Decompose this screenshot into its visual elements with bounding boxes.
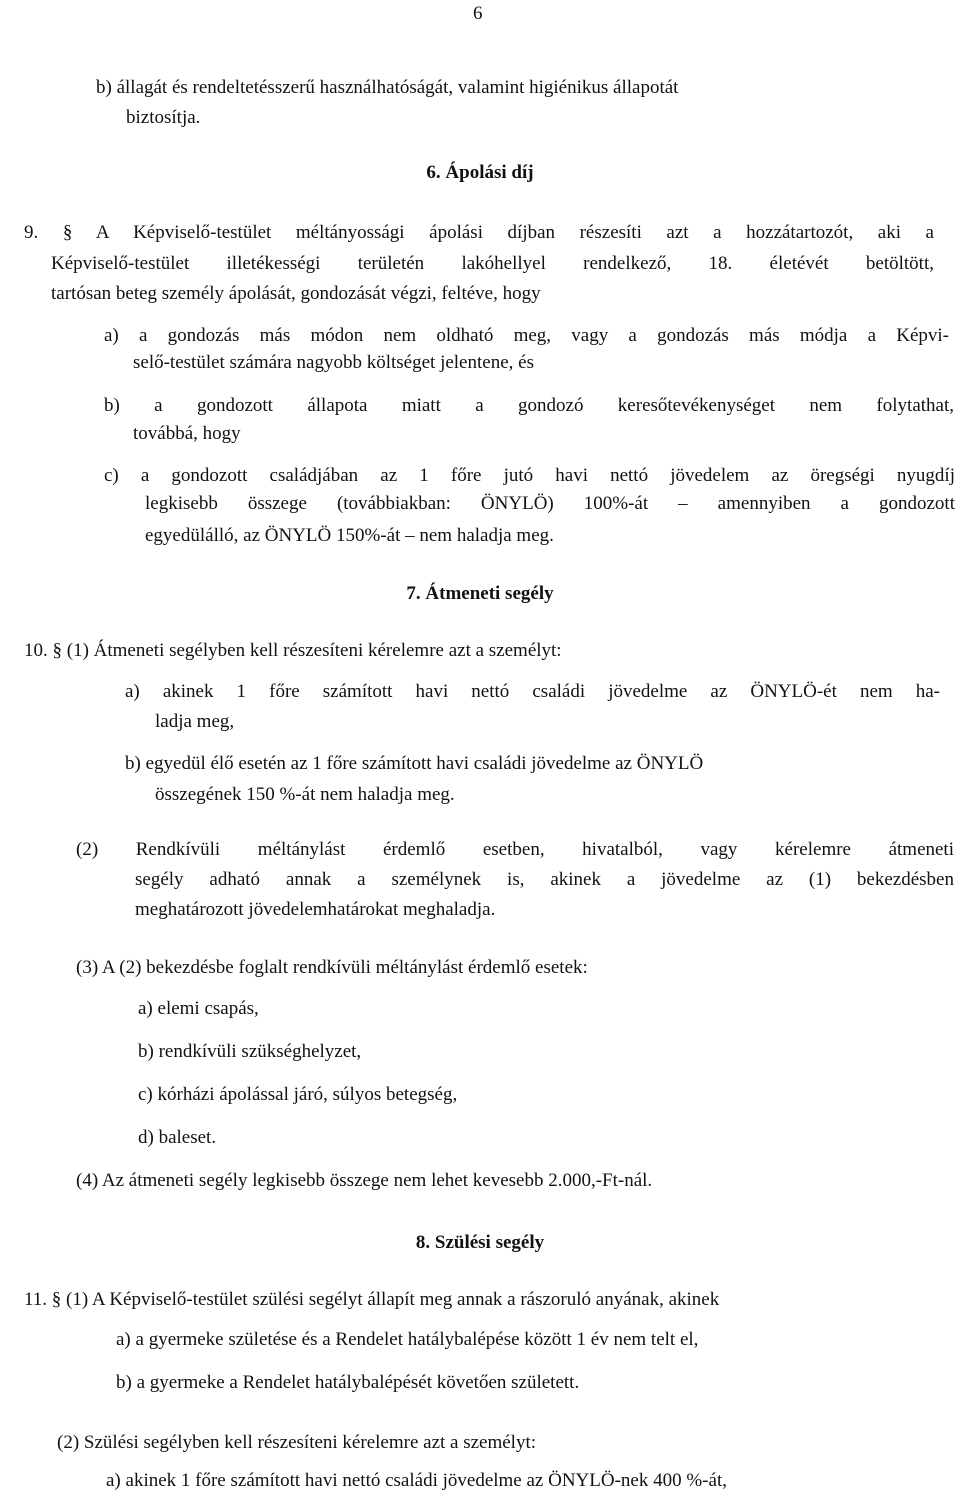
paragraph-11-2: (2) Szülési segélyben kell részesíteni kérelemre azt a személyt:: [57, 1432, 537, 1453]
list-item: c) kórházi ápolással járó, súlyos betegség,: [138, 1084, 458, 1105]
page-number: 6: [473, 3, 483, 24]
list-item: b) rendkívüli szükséghelyzet,: [138, 1041, 362, 1062]
section-heading-atmeneti-segely: 7. Átmeneti segély: [406, 583, 554, 604]
paragraph-10-1: 10. § (1) Átmeneti segélyben kell részesíteni kérelemre azt a személyt:: [24, 640, 562, 661]
section-heading-szulesi-segely: 8. Szülési segély: [415, 1232, 545, 1253]
list-item: a) elemi csapás,: [138, 998, 259, 1019]
paragraph-11-item-b: b) a gyermeke a Rendelet hatálybalépését követően született.: [116, 1372, 580, 1393]
paragraph-11-2-item-a: a) akinek 1 főre számított havi nettó családi jövedelme az ÖNYLÖ-nek 400 %-át,: [106, 1470, 727, 1491]
section-heading-apolasi-dij: 6. Ápolási díj: [426, 162, 534, 183]
list-item: d) baleset.: [138, 1127, 217, 1148]
paragraph-10-3: (3) A (2) bekezdésbe foglalt rendkívüli méltánylást érdemlő esetek:: [76, 957, 588, 978]
paragraph-11-1: 11. § (1) A Képviselő-testület szülési segélyt állapít meg annak a rászoruló anyának, akinek: [24, 1289, 720, 1310]
paragraph-11-item-a: a) a gyermeke születése és a Rendelet hatálybalépése között 1 év nem telt el,: [116, 1329, 699, 1350]
paragraph-10-4: (4) Az átmeneti segély legkisebb összege nem lehet kevesebb 2.000,-Ft-nál.: [76, 1170, 653, 1191]
